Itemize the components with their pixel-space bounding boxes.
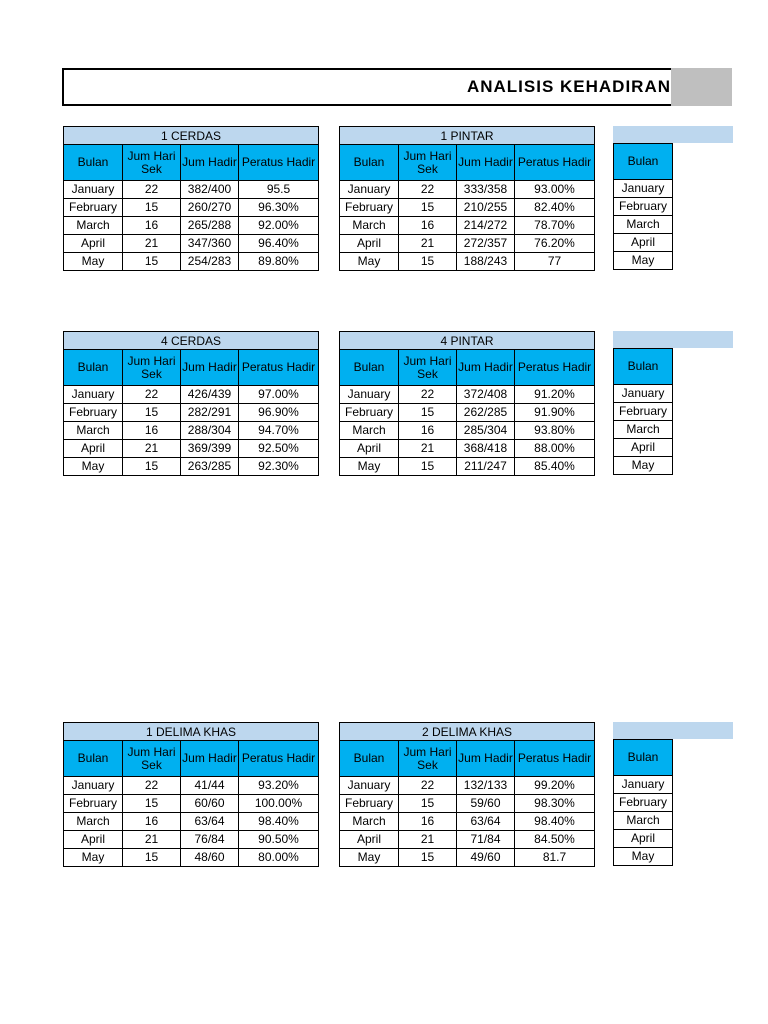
month-cell: May bbox=[340, 253, 399, 271]
percentage-cell: 94.70% bbox=[239, 422, 319, 440]
school-days-cell: 22 bbox=[123, 777, 181, 795]
header-peratus-hadir: Peratus Hadir bbox=[239, 145, 319, 181]
class-name-band bbox=[613, 331, 733, 348]
attendance-table-block bbox=[63, 331, 319, 476]
header-bulan: Bulan bbox=[64, 350, 123, 386]
school-days-cell: 16 bbox=[399, 217, 457, 235]
month-cell: May bbox=[64, 849, 123, 867]
class-name: 2 DELIMA KHAS bbox=[340, 723, 595, 741]
month-cell: January bbox=[64, 386, 123, 404]
attendance-table-block bbox=[339, 126, 595, 271]
month-cell: May bbox=[340, 458, 399, 476]
month-cell: February bbox=[614, 794, 673, 812]
column-header-row bbox=[64, 350, 319, 386]
table-row bbox=[614, 439, 673, 457]
header-bulan: Bulan bbox=[340, 741, 399, 777]
percentage-cell: 90.50% bbox=[239, 831, 319, 849]
percentage-cell: 80.00% bbox=[239, 849, 319, 867]
month-cell: May bbox=[64, 458, 123, 476]
attendance-cell: 372/408 bbox=[457, 386, 515, 404]
school-days-cell: 15 bbox=[399, 795, 457, 813]
month-cell: February bbox=[340, 404, 399, 422]
table-row bbox=[340, 235, 595, 253]
header-jum-hadir: Jum Hadir bbox=[181, 741, 239, 777]
class-name-row bbox=[64, 127, 319, 145]
class-name-band bbox=[613, 722, 733, 739]
percentage-cell: 96.40% bbox=[239, 235, 319, 253]
table-row bbox=[64, 795, 319, 813]
school-days-cell: 16 bbox=[123, 813, 181, 831]
school-days-cell: 15 bbox=[399, 849, 457, 867]
table-row bbox=[340, 777, 595, 795]
percentage-cell: 88.00% bbox=[515, 440, 595, 458]
percentage-cell: 91.90% bbox=[515, 404, 595, 422]
school-days-cell: 16 bbox=[399, 422, 457, 440]
school-days-cell: 16 bbox=[123, 422, 181, 440]
table-row bbox=[64, 831, 319, 849]
month-cell: March bbox=[340, 217, 399, 235]
school-days-cell: 15 bbox=[399, 253, 457, 271]
percentage-cell: 97.00% bbox=[239, 386, 319, 404]
table-row bbox=[340, 795, 595, 813]
percentage-cell: 99.20% bbox=[515, 777, 595, 795]
month-cell: April bbox=[340, 235, 399, 253]
attendance-cell: 262/285 bbox=[457, 404, 515, 422]
attendance-cell: 333/358 bbox=[457, 181, 515, 199]
month-cell: March bbox=[64, 217, 123, 235]
month-cell: May bbox=[614, 848, 673, 866]
attendance-cell: 369/399 bbox=[181, 440, 239, 458]
school-days-cell: 15 bbox=[399, 458, 457, 476]
attendance-cell: 426/439 bbox=[181, 386, 239, 404]
percentage-cell: 96.30% bbox=[239, 199, 319, 217]
table-row bbox=[64, 181, 319, 199]
attendance-cell: 71/84 bbox=[457, 831, 515, 849]
table-row bbox=[614, 421, 673, 439]
attendance-cell: 214/272 bbox=[457, 217, 515, 235]
month-cell: March bbox=[340, 422, 399, 440]
header-jum-hari-sek: Jum Hari Sek bbox=[399, 350, 457, 386]
header-jum-hadir: Jum Hadir bbox=[457, 350, 515, 386]
school-days-cell: 15 bbox=[123, 199, 181, 217]
month-cell: April bbox=[64, 440, 123, 458]
table-row bbox=[64, 235, 319, 253]
header-jum-hadir: Jum Hadir bbox=[457, 741, 515, 777]
partial-attendance-table bbox=[613, 348, 673, 475]
table-row bbox=[614, 403, 673, 421]
attendance-cell: 347/360 bbox=[181, 235, 239, 253]
attendance-table bbox=[339, 126, 595, 271]
month-cell: April bbox=[614, 830, 673, 848]
attendance-cell: 210/255 bbox=[457, 199, 515, 217]
column-header-row bbox=[340, 741, 595, 777]
class-name-band bbox=[613, 126, 733, 143]
table-row bbox=[614, 776, 673, 794]
table-row bbox=[614, 848, 673, 866]
table-row bbox=[614, 794, 673, 812]
table-row bbox=[614, 457, 673, 475]
school-days-cell: 21 bbox=[123, 831, 181, 849]
month-cell: April bbox=[614, 234, 673, 252]
header-bulan: Bulan bbox=[614, 349, 673, 385]
header-peratus-hadir: Peratus Hadir bbox=[239, 741, 319, 777]
attendance-cell: 60/60 bbox=[181, 795, 239, 813]
header-jum-hari-sek: Jum Hari Sek bbox=[399, 741, 457, 777]
school-days-cell: 22 bbox=[123, 181, 181, 199]
header-bulan: Bulan bbox=[340, 145, 399, 181]
partial-table-block bbox=[613, 331, 733, 491]
attendance-cell: 282/291 bbox=[181, 404, 239, 422]
percentage-cell: 98.30% bbox=[515, 795, 595, 813]
table-row bbox=[614, 812, 673, 830]
month-cell: January bbox=[614, 776, 673, 794]
table-row bbox=[64, 386, 319, 404]
header-bulan: Bulan bbox=[64, 741, 123, 777]
class-name-row bbox=[340, 332, 595, 350]
class-name: 4 CERDAS bbox=[64, 332, 319, 350]
attendance-cell: 288/304 bbox=[181, 422, 239, 440]
attendance-cell: 260/270 bbox=[181, 199, 239, 217]
percentage-cell: 81.7 bbox=[515, 849, 595, 867]
school-days-cell: 15 bbox=[123, 253, 181, 271]
attendance-cell: 132/133 bbox=[457, 777, 515, 795]
percentage-cell: 76.20% bbox=[515, 235, 595, 253]
percentage-cell: 93.80% bbox=[515, 422, 595, 440]
attendance-cell: 285/304 bbox=[457, 422, 515, 440]
table-row bbox=[614, 252, 673, 270]
table-row bbox=[64, 404, 319, 422]
header-jum-hari-sek: Jum Hari Sek bbox=[399, 145, 457, 181]
month-cell: May bbox=[614, 252, 673, 270]
header-jum-hari-sek: Jum Hari Sek bbox=[123, 145, 181, 181]
table-row bbox=[340, 217, 595, 235]
class-name: 4 PINTAR bbox=[340, 332, 595, 350]
column-header-row bbox=[340, 145, 595, 181]
attendance-table bbox=[339, 722, 595, 867]
attendance-cell: 59/60 bbox=[457, 795, 515, 813]
partial-table-block bbox=[613, 126, 733, 286]
table-row bbox=[64, 217, 319, 235]
table-row bbox=[64, 199, 319, 217]
month-cell: February bbox=[340, 199, 399, 217]
column-header-row bbox=[614, 349, 673, 385]
month-cell: February bbox=[340, 795, 399, 813]
attendance-cell: 48/60 bbox=[181, 849, 239, 867]
percentage-cell: 85.40% bbox=[515, 458, 595, 476]
attendance-cell: 63/64 bbox=[181, 813, 239, 831]
table-row bbox=[614, 234, 673, 252]
class-name: 1 CERDAS bbox=[64, 127, 319, 145]
month-cell: February bbox=[614, 198, 673, 216]
school-days-cell: 15 bbox=[399, 199, 457, 217]
attendance-table bbox=[63, 331, 319, 476]
month-cell: April bbox=[614, 439, 673, 457]
school-days-cell: 21 bbox=[123, 440, 181, 458]
attendance-table bbox=[63, 722, 319, 867]
header-bulan: Bulan bbox=[340, 350, 399, 386]
month-cell: March bbox=[340, 813, 399, 831]
table-row bbox=[614, 830, 673, 848]
attendance-cell: 265/288 bbox=[181, 217, 239, 235]
month-cell: May bbox=[614, 457, 673, 475]
table-row bbox=[340, 831, 595, 849]
month-cell: February bbox=[64, 199, 123, 217]
attendance-cell: 211/247 bbox=[457, 458, 515, 476]
percentage-cell: 96.90% bbox=[239, 404, 319, 422]
header-jum-hadir: Jum Hadir bbox=[181, 350, 239, 386]
month-cell: February bbox=[64, 795, 123, 813]
table-row bbox=[64, 458, 319, 476]
attendance-cell: 254/283 bbox=[181, 253, 239, 271]
table-row bbox=[614, 385, 673, 403]
attendance-cell: 49/60 bbox=[457, 849, 515, 867]
percentage-cell: 93.00% bbox=[515, 181, 595, 199]
header-bulan: Bulan bbox=[614, 740, 673, 776]
school-days-cell: 22 bbox=[123, 386, 181, 404]
table-row bbox=[340, 849, 595, 867]
table-row bbox=[64, 253, 319, 271]
school-days-cell: 15 bbox=[123, 795, 181, 813]
month-cell: March bbox=[614, 421, 673, 439]
column-header-row bbox=[614, 740, 673, 776]
month-cell: April bbox=[64, 235, 123, 253]
partial-table-block bbox=[613, 722, 733, 882]
header-peratus-hadir: Peratus Hadir bbox=[239, 350, 319, 386]
header-jum-hadir: Jum Hadir bbox=[181, 145, 239, 181]
attendance-table bbox=[339, 331, 595, 476]
header-jum-hadir: Jum Hadir bbox=[457, 145, 515, 181]
school-days-cell: 15 bbox=[399, 404, 457, 422]
header-peratus-hadir: Peratus Hadir bbox=[515, 350, 595, 386]
school-days-cell: 22 bbox=[399, 386, 457, 404]
table-row bbox=[340, 458, 595, 476]
class-name-row bbox=[64, 332, 319, 350]
school-days-cell: 21 bbox=[399, 235, 457, 253]
percentage-cell: 93.20% bbox=[239, 777, 319, 795]
month-cell: February bbox=[614, 403, 673, 421]
attendance-cell: 263/285 bbox=[181, 458, 239, 476]
class-name: 1 PINTAR bbox=[340, 127, 595, 145]
month-cell: January bbox=[340, 777, 399, 795]
partial-attendance-table bbox=[613, 143, 673, 270]
attendance-cell: 382/400 bbox=[181, 181, 239, 199]
table-row bbox=[340, 813, 595, 831]
month-cell: January bbox=[340, 181, 399, 199]
school-days-cell: 22 bbox=[399, 181, 457, 199]
attendance-cell: 272/357 bbox=[457, 235, 515, 253]
month-cell: April bbox=[340, 831, 399, 849]
school-days-cell: 15 bbox=[123, 404, 181, 422]
percentage-cell: 78.70% bbox=[515, 217, 595, 235]
table-row bbox=[614, 198, 673, 216]
month-cell: January bbox=[64, 181, 123, 199]
percentage-cell: 89.80% bbox=[239, 253, 319, 271]
attendance-table bbox=[63, 126, 319, 271]
header-peratus-hadir: Peratus Hadir bbox=[515, 741, 595, 777]
school-days-cell: 16 bbox=[399, 813, 457, 831]
attendance-cell: 76/84 bbox=[181, 831, 239, 849]
attendance-cell: 63/64 bbox=[457, 813, 515, 831]
table-row bbox=[64, 813, 319, 831]
header-jum-hari-sek: Jum Hari Sek bbox=[123, 741, 181, 777]
column-header-row bbox=[614, 144, 673, 180]
percentage-cell: 92.50% bbox=[239, 440, 319, 458]
percentage-cell: 82.40% bbox=[515, 199, 595, 217]
attendance-table-block bbox=[63, 126, 319, 271]
attendance-table-block bbox=[339, 722, 595, 867]
attendance-table-block bbox=[63, 722, 319, 867]
month-cell: May bbox=[64, 253, 123, 271]
class-name: 1 DELIMA KHAS bbox=[64, 723, 319, 741]
class-name-row bbox=[340, 723, 595, 741]
title-bar bbox=[62, 68, 671, 106]
attendance-cell: 41/44 bbox=[181, 777, 239, 795]
table-row bbox=[64, 777, 319, 795]
month-cell: March bbox=[64, 813, 123, 831]
percentage-cell: 77 bbox=[515, 253, 595, 271]
table-row bbox=[64, 440, 319, 458]
percentage-cell: 91.20% bbox=[515, 386, 595, 404]
month-cell: January bbox=[614, 180, 673, 198]
percentage-cell: 92.00% bbox=[239, 217, 319, 235]
percentage-cell: 84.50% bbox=[515, 831, 595, 849]
percentage-cell: 98.40% bbox=[515, 813, 595, 831]
partial-attendance-table bbox=[613, 739, 673, 866]
month-cell: May bbox=[340, 849, 399, 867]
month-cell: March bbox=[614, 216, 673, 234]
school-days-cell: 15 bbox=[123, 849, 181, 867]
attendance-cell: 188/243 bbox=[457, 253, 515, 271]
table-row bbox=[614, 180, 673, 198]
month-cell: March bbox=[614, 812, 673, 830]
percentage-cell: 92.30% bbox=[239, 458, 319, 476]
attendance-cell: 368/418 bbox=[457, 440, 515, 458]
table-row bbox=[340, 253, 595, 271]
table-row bbox=[614, 216, 673, 234]
month-cell: February bbox=[64, 404, 123, 422]
month-cell: January bbox=[64, 777, 123, 795]
month-cell: January bbox=[340, 386, 399, 404]
attendance-table-block bbox=[339, 331, 595, 476]
percentage-cell: 95.5 bbox=[239, 181, 319, 199]
table-row bbox=[64, 849, 319, 867]
month-cell: March bbox=[64, 422, 123, 440]
school-days-cell: 21 bbox=[123, 235, 181, 253]
table-row bbox=[64, 422, 319, 440]
month-cell: April bbox=[64, 831, 123, 849]
header-bulan: Bulan bbox=[64, 145, 123, 181]
title-bar-extension bbox=[671, 68, 732, 106]
column-header-row bbox=[340, 350, 595, 386]
school-days-cell: 16 bbox=[123, 217, 181, 235]
table-row bbox=[340, 181, 595, 199]
table-row bbox=[340, 199, 595, 217]
school-days-cell: 22 bbox=[399, 777, 457, 795]
table-row bbox=[340, 386, 595, 404]
month-cell: January bbox=[614, 385, 673, 403]
class-name-row bbox=[64, 723, 319, 741]
school-days-cell: 21 bbox=[399, 440, 457, 458]
percentage-cell: 98.40% bbox=[239, 813, 319, 831]
school-days-cell: 15 bbox=[123, 458, 181, 476]
table-row bbox=[340, 440, 595, 458]
table-row bbox=[340, 404, 595, 422]
column-header-row bbox=[64, 145, 319, 181]
month-cell: April bbox=[340, 440, 399, 458]
page-title: ANALISIS KEHADIRAN bbox=[466, 77, 671, 96]
header-jum-hari-sek: Jum Hari Sek bbox=[123, 350, 181, 386]
school-days-cell: 21 bbox=[399, 831, 457, 849]
table-row bbox=[340, 422, 595, 440]
class-name-row bbox=[340, 127, 595, 145]
header-peratus-hadir: Peratus Hadir bbox=[515, 145, 595, 181]
percentage-cell: 100.00% bbox=[239, 795, 319, 813]
column-header-row bbox=[64, 741, 319, 777]
header-bulan: Bulan bbox=[614, 144, 673, 180]
